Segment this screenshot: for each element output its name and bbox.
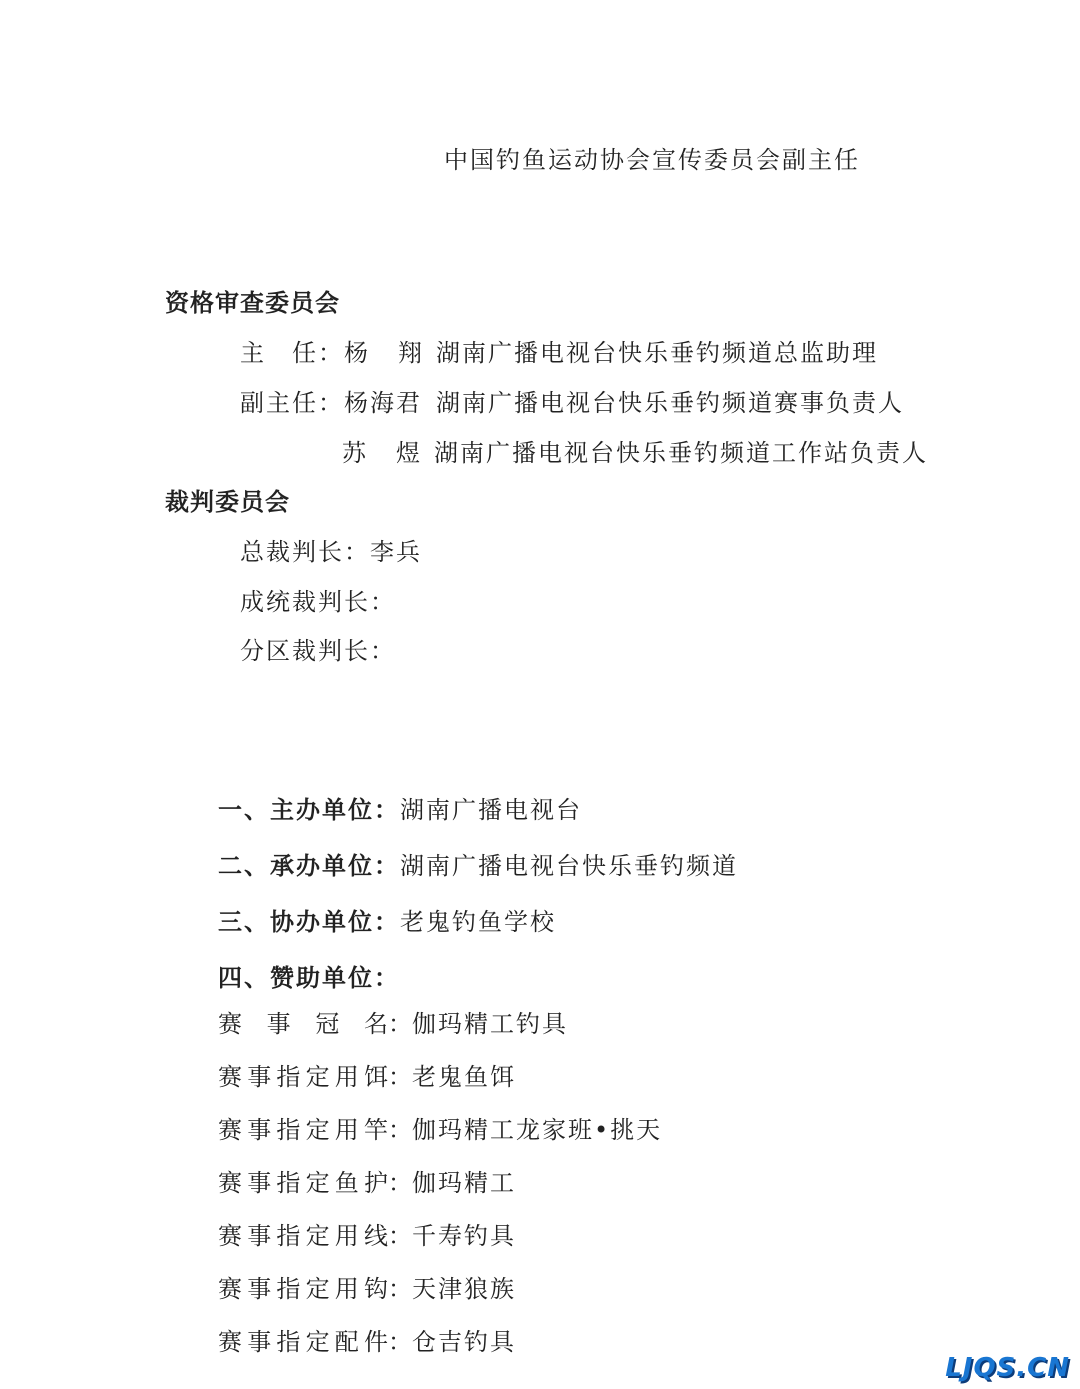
qualification-row bbox=[240, 338, 878, 368]
row-name: 苏煜 bbox=[342, 439, 420, 467]
top-line: 中国钓鱼运动协会宣传委员会副主任 bbox=[444, 146, 860, 174]
row-label: 副主任： bbox=[240, 389, 344, 417]
sponsor-value: 千寿钓具 bbox=[412, 1222, 516, 1250]
row-label: 主 任： bbox=[240, 339, 344, 367]
row-desc: 湖南广播电视台快乐垂钓频道工作站负责人 bbox=[434, 439, 928, 467]
sponsor-label: 赛事指定用竿 bbox=[218, 1116, 388, 1144]
sponsor-label: 赛事指定用线 bbox=[218, 1222, 388, 1250]
sponsor-value: 天津狼族 bbox=[412, 1275, 516, 1303]
referee-row: 成统裁判长： bbox=[240, 588, 396, 616]
sponsor-value: 仓吉钓具 bbox=[412, 1328, 516, 1356]
row-desc: 湖南广播电视台快乐垂钓频道赛事负责人 bbox=[436, 389, 904, 417]
qualification-row bbox=[342, 438, 928, 468]
sponsor-row: 赛事指定用钩：天津狼族 bbox=[218, 1275, 516, 1303]
sponsor-label: 赛事指定用饵 bbox=[218, 1063, 388, 1091]
referee-heading: 裁判委员会 bbox=[165, 487, 290, 516]
sponsor-label: 赛事指定鱼护 bbox=[218, 1169, 388, 1197]
qualification-heading: 资格审查委员会 bbox=[165, 288, 340, 317]
sponsor-row: 赛事指定鱼护：伽玛精工 bbox=[218, 1169, 516, 1197]
sponsor-row: 赛事指定用线：千寿钓具 bbox=[218, 1222, 516, 1250]
sponsor-value: 老鬼鱼饵 bbox=[412, 1063, 516, 1091]
sponsor-row: 赛事指定用饵：老鬼鱼饵 bbox=[218, 1063, 516, 1091]
unit-row bbox=[218, 907, 556, 937]
sponsor-value: 伽玛精工 bbox=[412, 1169, 516, 1197]
row-name: 杨海君 bbox=[344, 389, 422, 417]
unit-row bbox=[218, 795, 582, 825]
unit-label: 三、协办单位： bbox=[218, 907, 400, 936]
sponsor-value: 伽玛精工钓具 bbox=[412, 1010, 568, 1038]
unit-row bbox=[218, 963, 400, 993]
sponsor-row: 赛事冠名：伽玛精工钓具 bbox=[218, 1010, 568, 1038]
unit-label: 二、承办单位： bbox=[218, 851, 400, 880]
row-desc: 湖南广播电视台快乐垂钓频道总监助理 bbox=[436, 339, 878, 367]
unit-label: 四、赞助单位： bbox=[218, 963, 400, 992]
referee-row: 总裁判长：李兵 bbox=[240, 538, 422, 566]
sponsor-row: 赛事指定配件：仓吉钓具 bbox=[218, 1328, 516, 1356]
sponsor-label: 赛事冠名 bbox=[218, 1010, 388, 1038]
sponsor-row: 赛事指定用竿：伽玛精工龙家班•挑天 bbox=[218, 1116, 663, 1144]
sponsor-label: 赛事指定配件 bbox=[218, 1328, 388, 1356]
qualification-row bbox=[240, 388, 904, 418]
unit-label: 一、主办单位： bbox=[218, 795, 400, 824]
unit-value: 湖南广播电视台快乐垂钓频道 bbox=[400, 852, 738, 880]
site-watermark: LJQS.CN bbox=[945, 1353, 1070, 1383]
unit-value: 老鬼钓鱼学校 bbox=[400, 908, 556, 936]
unit-row bbox=[218, 851, 738, 881]
sponsor-label: 赛事指定用钩 bbox=[218, 1275, 388, 1303]
referee-row: 分区裁判长： bbox=[240, 637, 396, 665]
unit-value: 湖南广播电视台 bbox=[400, 796, 582, 824]
sponsor-value: 伽玛精工龙家班•挑天 bbox=[412, 1116, 663, 1144]
row-name: 杨翔 bbox=[344, 339, 422, 367]
